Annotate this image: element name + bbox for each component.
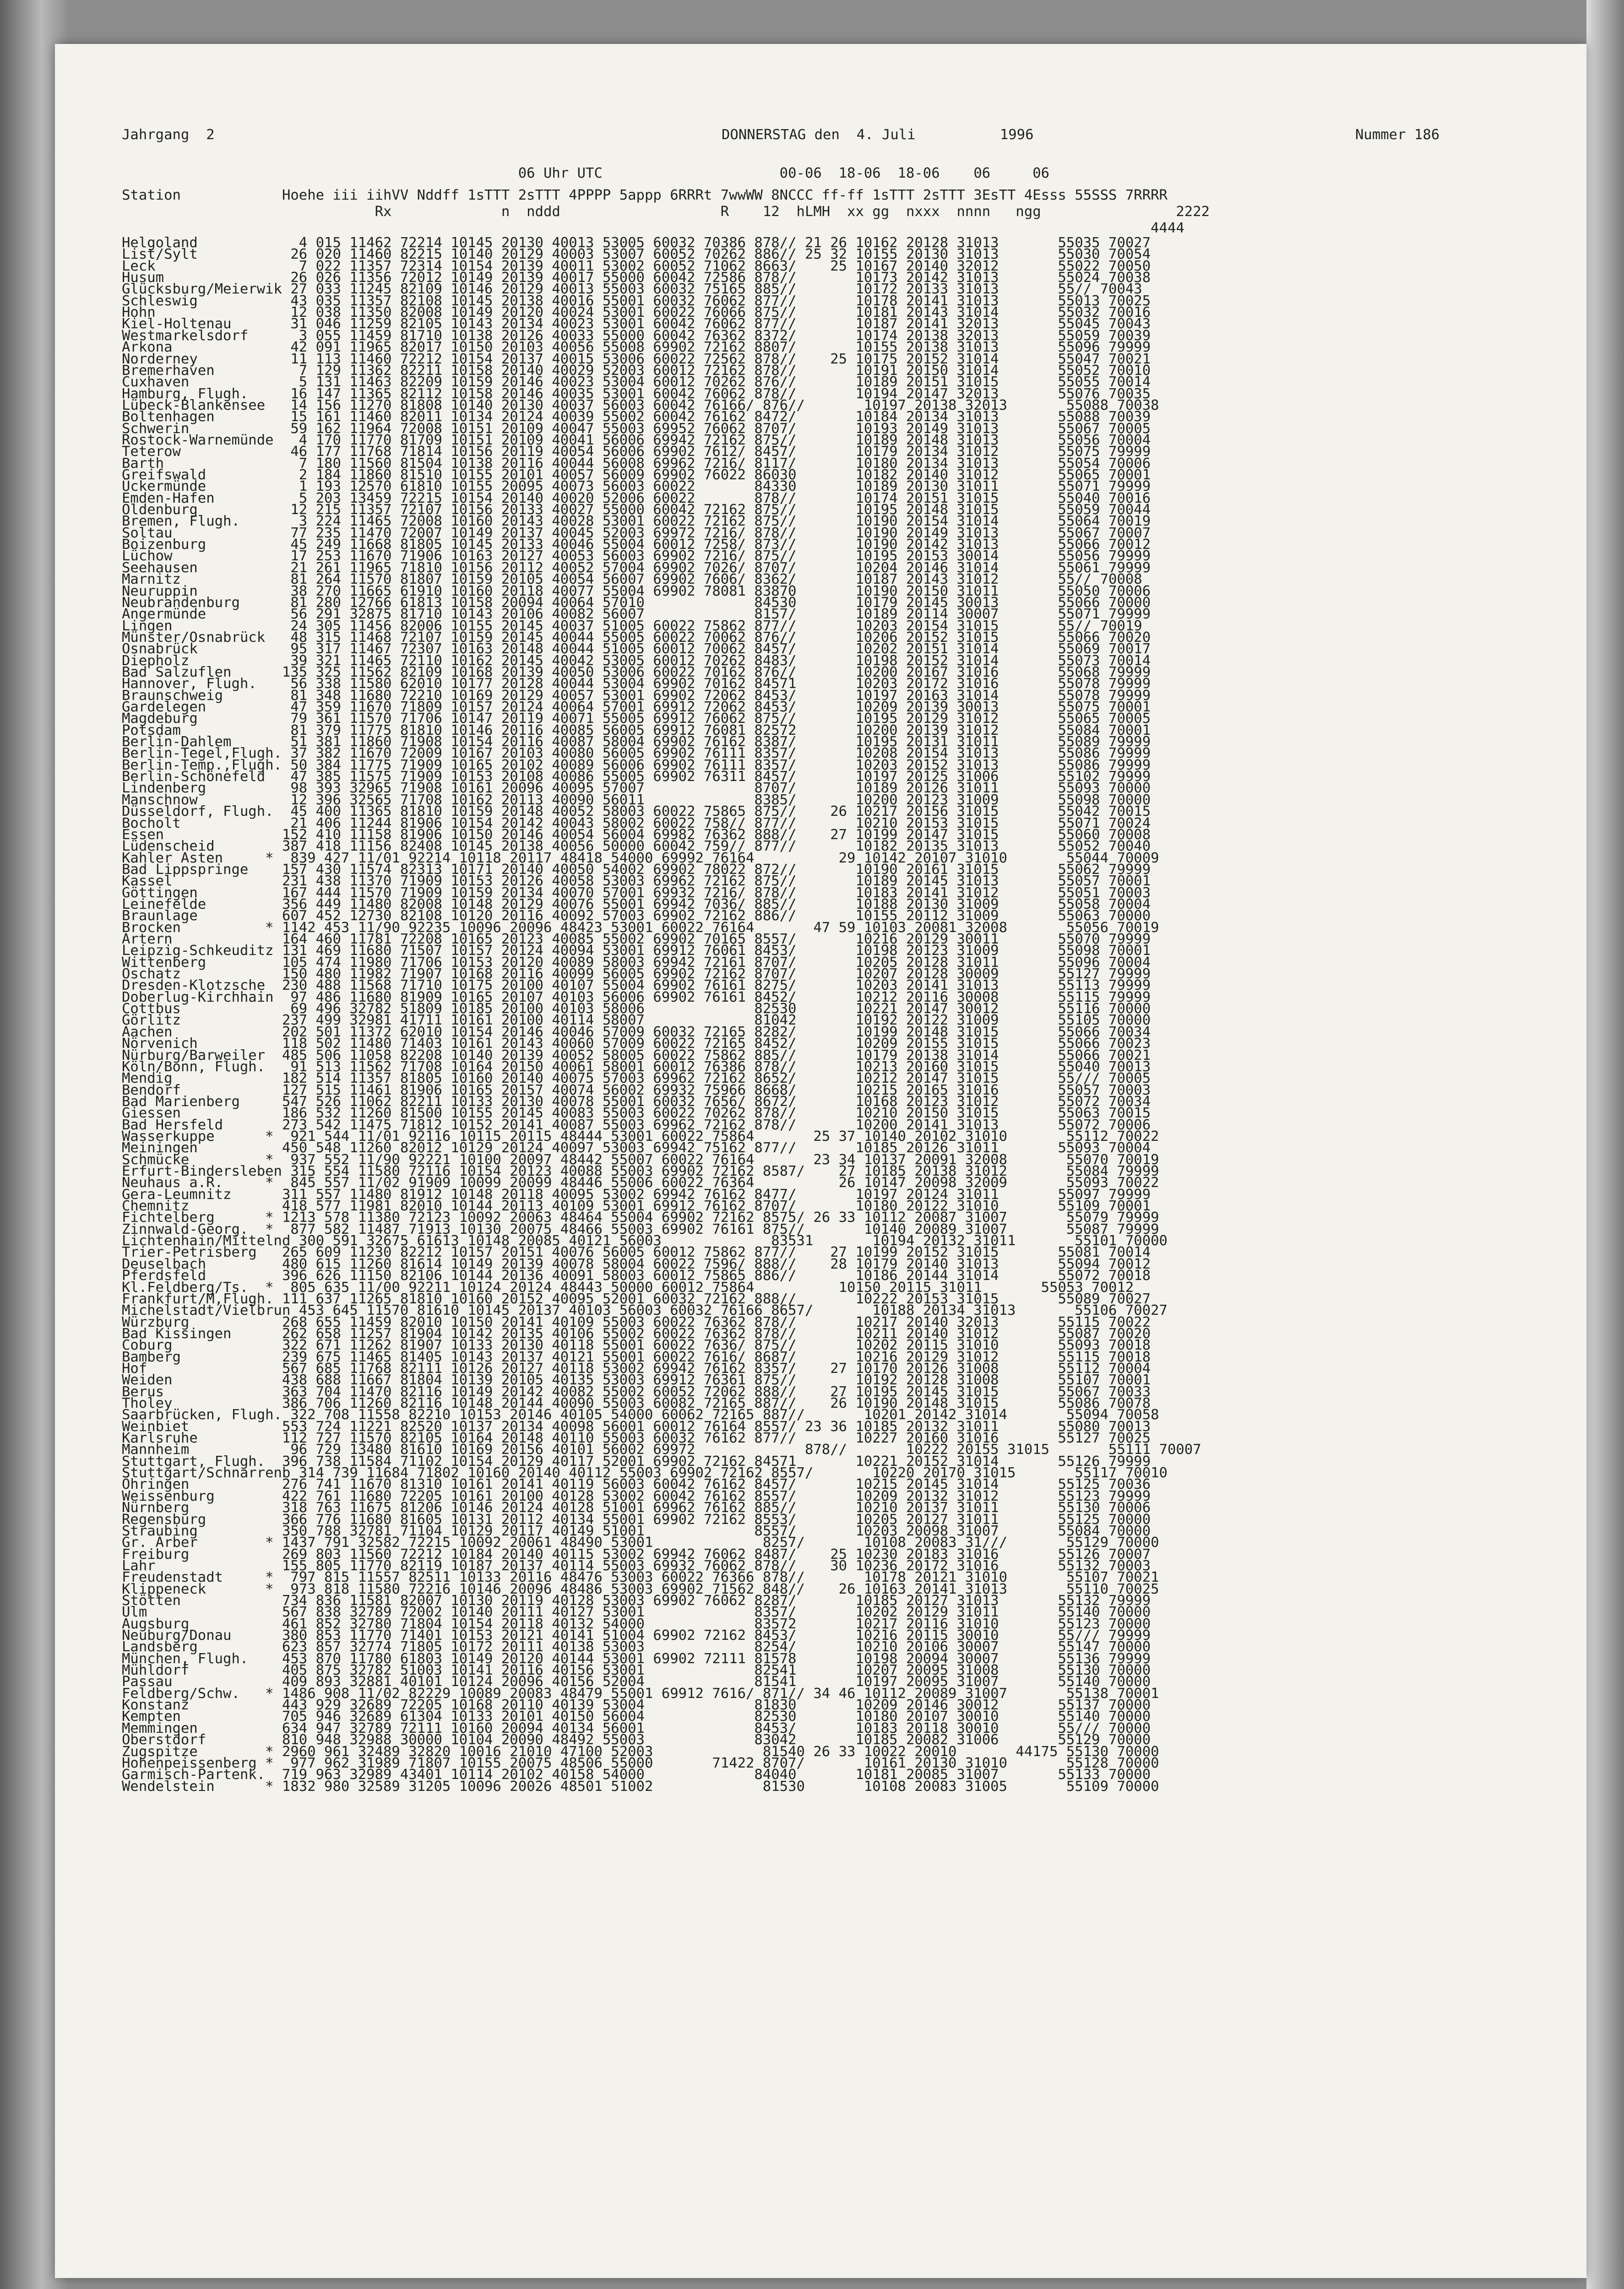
station-row: Brocken * 1142 453 11/90 92235 10096 20096 48423 53001 60022 76164 47 59 10103 20081 32008 55056 70019 (122, 919, 1159, 936)
station-row: Hamburg, Flugh. 16 147 11365 82112 10158 20146 40035 53001 60042 76062 878// 10194 20147 32013 55076 70035 (122, 385, 1151, 402)
station-row: Lübeck-Blankensee 14 156 11270 81808 10140 20130 40037 56003 60042 76166/ 876// 10197 20138 32013 55088 70038 (122, 397, 1159, 413)
station-row: Husum 26 026 11356 72012 10149 20139 40017 55000 60042 72586 878// 10173 20142 31013 55024 70038 (122, 270, 1151, 286)
station-row: Berlin-Schönefeld 47 385 11575 71909 10153 20108 40086 55005 69902 76311 8457/ 10197 20125 31006 55102 79999 (122, 769, 1151, 785)
station-row: Lindenberg 98 393 32965 71908 10161 20096 40095 57007 8707/ 10189 20126 31011 55093 70000 (122, 780, 1151, 797)
station-row: Münster/Osnabrück 48 315 11468 72107 10159 20145 40044 55005 60022 70062 876// 10206 20152 31015 55066 70020 (122, 629, 1151, 645)
column-header-line-2: Station Hoehe iii iihVV Nddff 1sTTT 2sTTT 4PPPP 5appp 6RRRt 7wwWW 8NCCC ff-ff 1sTTT 2sTTT 3EsTT 4Esss 55SSS 7RRRR (122, 187, 1168, 203)
station-row: Bremerhaven 7 129 11362 82211 10158 20140 40029 52003 60012 72162 878// 10191 20150 31014 55052 70010 (122, 362, 1151, 379)
station-row: Tholey 386 706 11260 82116 10148 20144 40090 55003 60082 72165 887// 26 10190 20148 31015 55086 70078 (122, 1395, 1151, 1411)
station-row: Manschnow 12 396 32565 71708 10162 20113 40090 56011 8385/ 10200 20123 31009 55098 70000 (122, 792, 1151, 808)
station-row: Weinbiet 553 724 11221 82520 10137 20134 40098 56001 60012 76164 8557/ 23 36 10185 20132 31011 55080 70013 (122, 1418, 1151, 1435)
station-row: Bad Kissingen 262 658 11257 81904 10142 20135 40106 55002 60022 76362 878// 10211 20140 31012 55087 70020 (122, 1325, 1151, 1342)
station-row: Weiden 438 688 11667 81804 10139 20105 40135 53003 69912 76361 875// 10192 20128 31008 55107 70001 (122, 1372, 1151, 1389)
station-row: Helgoland 4 015 11462 72214 10145 20130 40013 53005 60032 70386 878// 21 26 10162 20128 31013 55035 70027 (122, 235, 1151, 251)
station-row: Oschatz 150 480 11982 71907 10168 20116 40099 56005 69902 72162 8707/ 10207 20128 30009 55127 79999 (122, 966, 1151, 982)
station-row: Ückermünde 1 193 12570 61810 10155 20095 40073 56003 60022 84330 10189 20130 31011 55071 79999 (122, 478, 1151, 495)
station-row: Wendelstein * 1832 980 32589 31205 10096 20026 48501 51002 81530 10108 20083 31005 55109 70000 (122, 1778, 1159, 1795)
station-row: Neubrandenburg 81 280 12766 61813 10158 20094 40064 57010 84530 10179 20145 30013 55066 70000 (122, 594, 1151, 611)
header-nummer: Nummer 186 (1355, 127, 1440, 143)
station-row: Bocholt 21 406 11244 81906 10154 20142 40043 58002 60022 758// 877// 10210 20153 31015 55071 70024 (122, 815, 1151, 831)
station-row: Barth 7 180 11560 81504 10138 20116 40044 56008 69962 7216/ 8117/ 10180 20134 31013 55054 70006 (122, 455, 1151, 472)
station-row: Kl.Feldberg/Ts. * 805 635 11/00 92211 10124 20124 48443 50000 60012 75864 10150 20115 31011 55053 70012 (122, 1279, 1134, 1296)
column-header-line-1: 06 Uhr UTC 00-06 18-06 18-06 06 06 (122, 165, 1050, 181)
station-row: Emden-Hafen 5 203 13459 72215 10154 20140 40020 52006 60022 878// 10174 20151 31015 55040 70016 (122, 490, 1151, 506)
station-row: Würzburg 268 655 11459 82010 10150 20141 40109 55003 60022 76362 878// 10217 20140 32013 55115 70022 (122, 1314, 1151, 1330)
station-row: Braunschweig 81 348 11680 72210 10169 20129 40057 53001 69902 72062 8453/ 10197 20163 31014 55078 79999 (122, 687, 1151, 704)
station-row: Köln/Bonn, Flugh. 91 513 11562 71708 10164 20150 40061 58001 60012 76386 878// 10213 20160 31015 55040 70013 (122, 1058, 1151, 1075)
station-row: Ulm 567 838 32789 72002 10140 20111 40127 53001 8357/ 10202 20129 31011 55140 70000 (122, 1604, 1151, 1621)
station-row: Karlsruhe 112 727 11570 82105 10164 20148 40110 55003 60032 76162 877// 10227 20160 31016 55127 70025 (122, 1430, 1151, 1447)
station-row: Bad Salzuflen 135 325 11562 82109 10168 20139 40050 53006 60022 70162 876// 10200 20167 31016 55068 79999 (122, 664, 1151, 680)
station-row: Bad Lippspringe 157 430 11574 82313 10171 20140 40050 54002 69902 78022 872// 10190 20161 31015 55062 79999 (122, 861, 1151, 878)
station-row: Seehausen 21 261 11965 71810 10156 20112 40052 57004 69902 7026/ 8707/ 10204 20146 31014 55061 79999 (122, 559, 1151, 576)
column-header-line-3: Rx n nddd R 12 hLMH xx gg nxxx nnnn ngg 2222 (122, 204, 1210, 220)
station-row: Leinefelde 356 449 11480 82008 10148 20129 40076 55001 69942 7036/ 885// 10188 20130 31009 55058 70004 (122, 896, 1151, 912)
station-row: Braunlage 607 452 12730 82108 10120 20116 40092 57003 69902 72162 886// 10155 20112 31009 55063 70000 (122, 908, 1151, 924)
station-row: Garmisch-Partenk. 719 963 32989 43401 10114 20102 40158 54000 84040 10181 20085 31007 55133 70000 (122, 1767, 1151, 1783)
station-row: Westmarkelsdorf 3 055 11459 81710 10138 20126 40033 55000 60042 76362 8372/ 10174 20138 32013 55059 70039 (122, 327, 1151, 344)
station-row: Stuttgart, Flugh. 396 738 11584 71102 10154 20129 40117 52001 69902 72162 84571 10221 20152 31014 55126 79999 (122, 1453, 1151, 1470)
station-row: Potsdam 81 379 11775 81810 10146 20116 40085 56005 69912 76081 82572 10200 20139 31012 55084 70001 (122, 722, 1151, 738)
column-header-line-4: 4444 (122, 220, 1184, 236)
station-row: Gardelegen 47 359 11670 71809 10157 20124 40064 57001 69912 72062 8453/ 10209 20139 30013 55075 70001 (122, 699, 1151, 715)
station-row: Regensburg 366 776 11680 81605 10131 20112 40134 55001 69902 72162 8553/ 10205 20127 31011 55125 70000 (122, 1511, 1151, 1528)
station-row: List/Sylt 26 020 11460 82215 10140 20129 40003 53007 60052 70262 886// 25 32 10155 20130 31013 55030 70054 (122, 246, 1151, 263)
station-row: Wittenberg 105 474 11980 71706 10153 20120 40089 58003 69942 72161 8707/ 10205 20128 31011 55096 70004 (122, 954, 1151, 971)
station-row: Hannover, Flugh. 56 338 11580 62010 10177 20128 40044 53004 69902 70162 84571 10203 20172 31016 55078 79999 (122, 676, 1151, 692)
station-row: Magdeburg 79 361 11570 71706 10147 20119 40071 55005 69912 76062 875// 10195 20129 31012 55065 70005 (122, 711, 1151, 727)
station-row: Nörvenich 118 502 11480 71403 10161 20143 40060 57009 60022 72165 8452/ 10209 20155 31015 55066 70023 (122, 1036, 1151, 1052)
station-row: Hof 567 685 11768 82111 10126 20127 40118 53002 69942 76162 8357/ 27 10170 20126 31008 55112 70004 (122, 1360, 1151, 1377)
station-row: Lahr 155 805 11770 82119 10187 20137 40114 55003 69932 76062 878// 30 10236 20172 31016 55132 70003 (122, 1557, 1151, 1574)
station-row: Chemnitz 418 577 11981 82010 10144 20113 40109 53001 69912 76162 8707/ 10180 20122 31010 55109 70001 (122, 1198, 1151, 1215)
station-row: Freiburg 269 803 11560 72212 10184 20140 40115 53002 69942 76062 8487/ 25 10230 20183 31016 55126 70007 (122, 1546, 1151, 1562)
station-row: Kassel 231 438 11370 71909 10153 20126 40058 53003 69962 72162 875// 10189 20145 31013 55057 70001 (122, 873, 1151, 890)
station-row: Stuttgart/Schnarrenb 314 739 11684 71802 10160 20140 40112 55003 69902 72162 8557/ 10220 20170 31015 55117 70010 (122, 1465, 1168, 1481)
station-row: Aachen 202 501 11372 62010 10154 20146 40046 57009 60032 72165 8282/ 10199 20148 31015 55066 70034 (122, 1024, 1151, 1040)
station-row: Pferdsfeld 396 626 11150 82106 10144 20136 40091 58003 60012 75865 886// 10186 20144 31014 55072 70018 (122, 1268, 1151, 1284)
station-row: Freudenstadt * 797 815 11557 82511 10133 20116 48476 53003 60022 76366 878// 10178 20121 31010 55107 70021 (122, 1569, 1159, 1586)
station-row: Artern 164 460 11781 72208 10165 20123 40085 55002 69902 70165 8557/ 10216 20129 30011 55070 79999 (122, 931, 1151, 947)
station-row: Kiel-Holtenau 31 046 11259 82105 10143 20134 40023 53001 60042 76062 877// 10187 20141 32013 55045 70043 (122, 316, 1151, 332)
station-row: Deuselbach 480 615 11260 81614 10149 20139 40078 58004 60022 7596/ 888// 28 10179 20140 31013 55094 70012 (122, 1256, 1151, 1272)
station-row: Stötten 734 836 11581 82007 10130 20119 40128 53003 69902 76062 8287/ 10185 20127 31013 55132 79999 (122, 1592, 1151, 1609)
station-row: Glücksburg/Meierwik 27 033 11245 82109 10146 20129 40013 55003 60032 75165 885// 10172 20133 31013 55// 70043 (122, 281, 1142, 298)
station-row: Schmücke * 937 552 11/90 92221 10100 20097 48442 55007 60022 76164 23 34 10137 20091 32008 55070 70019 (122, 1151, 1159, 1168)
station-row: Arkona 42 091 11965 82017 10150 20103 40056 55008 69902 72162 8807/ 10155 20138 31013 55096 79999 (122, 339, 1151, 356)
station-row: Straubing 350 788 32781 71104 10129 20117 40149 51001 8557/ 10203 20098 31007 55084 70000 (122, 1523, 1151, 1539)
station-row: Trier-Petrisberg 265 609 11230 82212 10157 20151 40076 56005 60012 75862 877// 27 10199 20152 31015 55081 70014 (122, 1244, 1151, 1261)
station-row: Saarbrücken, Flugh. 322 708 11558 82210 10153 20146 40105 54000 60062 72165 887// 10201 20142 31014 55094 70058 (122, 1407, 1159, 1423)
station-row: Cuxhaven 5 131 11463 82209 10159 20146 40023 53004 60012 70262 876// 10189 20151 31015 55055 70014 (122, 374, 1151, 391)
station-row: Zinnwald-Georg. * 877 582 11487 71913 10130 20075 48466 55003 69902 76161 875// 10140 20089 31007 55087 79999 (122, 1221, 1159, 1237)
station-row: Norderney 11 113 11460 72212 10154 20137 40015 53006 60022 72562 878// 25 10175 20152 31014 55047 70021 (122, 351, 1151, 367)
station-row: Mühldorf 405 875 32782 51003 10141 20116 40156 53001 82541 10207 20095 31008 55130 70000 (122, 1662, 1151, 1679)
station-row: Zugspitze * 2960 961 32489 32820 10016 21010 47100 52003 81540 26 33 10022 20010 44175 55130 70000 (122, 1743, 1159, 1760)
station-row: Bad Hersfeld 273 542 11475 71812 10152 20141 40087 55003 69962 72162 878// 10200 20141 31013 55072 70006 (122, 1117, 1151, 1133)
station-row: Leipzig-Schkeuditz 131 469 11680 71507 10157 20124 40094 53001 69912 76061 8453/ 10198 20123 31009 55098 70001 (122, 943, 1151, 959)
station-row: Feldberg/Schw. * 1486 908 11/02 82229 10089 20083 48479 55001 69912 7616/ 871// 34 46 10112 20089 31007 55138 70001 (122, 1685, 1159, 1702)
station-row: Mannheim 96 729 13480 81610 10169 20156 40101 56002 69972 878// 10222 20155 31015 55111 70007 (122, 1442, 1201, 1458)
station-row: Schleswig 43 035 11357 82108 10145 20138 40016 55001 60032 76062 877// 10178 20141 31013 55013 70025 (122, 293, 1151, 309)
station-row: Berlin-Dahlem 51 381 11860 71908 10154 20116 40087 58004 69902 76162 8387/ 10195 20131 31011 55089 79999 (122, 734, 1151, 750)
station-row: Erfurt-Bindersleben 315 554 11580 72116 10154 20123 40088 55003 69902 72162 8587/ 27 10185 20138 31012 55084 79999 (122, 1163, 1159, 1179)
station-row: Leck 7 022 11357 72314 10154 20139 40011 53002 60052 71062 8663/ 25 10167 20140 32012 55022 70050 (122, 258, 1151, 274)
station-row: Lichtenhain/Mittelnd 300 591 32675 61613 10148 20085 40121 56003 83531 10194 20132 31011 55101 70000 (122, 1233, 1168, 1249)
station-row: Gr. Arber * 1437 791 32582 72215 10092 20061 48490 53001 8257/ 10108 20083 31/// 55129 70000 (122, 1535, 1159, 1551)
station-row: Landsberg 623 857 32774 71805 10172 20111 40138 53003 8254/ 10210 20106 30007 55147 70000 (122, 1639, 1151, 1655)
station-row: Lüdenscheid 387 418 11156 82408 10145 20138 40056 50000 60042 759// 877// 10182 20135 31013 55052 70040 (122, 838, 1151, 855)
station-row: Essen 152 410 11158 81906 10150 20146 40054 56004 69982 76362 888// 27 10199 20147 31015 55060 70008 (122, 826, 1151, 843)
station-row: Neuburg/Donau 380 853 11770 71401 10153 20121 40141 51004 69902 72162 8453/ 10216 20115 30010 55/// 79999 (122, 1627, 1151, 1644)
station-row: Nürnberg 318 763 11675 81206 10146 20124 40128 51001 69962 76162 885// 10210 20137 31011 55130 70006 (122, 1500, 1151, 1516)
station-row: Teterow 46 177 11768 71814 10156 20119 40054 56006 69902 7612/ 8457/ 10179 20134 31012 55075 79999 (122, 444, 1151, 460)
station-row: Hohenpeissenberg * 977 962 31989 71807 10155 20075 48506 55000 71422 8707/ 10161 20130 31010 55128 70000 (122, 1755, 1159, 1771)
station-row: Cottbus 69 496 32782 51809 10185 20100 40103 58006 82530 10221 20147 30012 55116 70000 (122, 1001, 1151, 1017)
station-row: Berlin-Tegel,Flugh. 37 382 11670 72009 10167 20103 40080 56005 69902 76111 8357/ 10208 20154 31013 55086 79999 (122, 745, 1151, 762)
station-row: Rostock-Warnemünde 4 170 11770 81709 10151 20109 40041 56006 69942 72162 875// 10189 20148 31013 55056 70004 (122, 432, 1151, 448)
station-row: Coburg 322 671 11262 81907 10133 20130 40118 55001 60022 7636/ 875// 10202 20115 31010 55093 70018 (122, 1337, 1151, 1354)
station-row: Kahler Asten * 839 427 11/01 92214 10118 20117 48418 54000 69992 76164 29 10142 20107 31010 55044 70009 (122, 850, 1159, 866)
header-jahrgang: Jahrgang 2 (122, 127, 215, 143)
station-row: Görlitz 237 499 32981 41711 10161 20100 40114 58007 81042 10192 20122 31009 55105 70000 (122, 1012, 1151, 1029)
station-row: Berus 363 704 11470 82116 10149 20142 40082 55002 60052 72062 888// 27 10195 20145 31015 55067 70033 (122, 1383, 1151, 1400)
station-row: Gera-Leumnitz 311 557 11480 81912 10148 20118 40095 53002 69942 76162 8477/ 10197 20124 31011 55097 79999 (122, 1186, 1151, 1203)
station-row: Dresden-Klotzsche 230 488 11568 71710 10175 20100 40107 55004 69902 76161 8275/ 10203 20141 31013 55113 79999 (122, 977, 1151, 994)
station-row: Lingen 24 305 11456 82006 10155 20145 40037 51005 60022 75862 877// 10203 20154 31015 55// 70019 (122, 618, 1142, 634)
station-row: Osnabrück 95 317 11467 72307 10163 20148 40044 51005 60012 70062 8457/ 10202 20151 31014 55069 70017 (122, 641, 1151, 657)
bulletin-page (55, 44, 1586, 2278)
station-row: München, Flugh. 453 870 11780 61803 10149 20120 40144 53001 69902 72111 81578 10198 20094 30007 55136 79999 (122, 1650, 1151, 1667)
station-row: Wasserkuppe * 921 544 11/01 92116 10115 20115 48444 53001 60022 75864 25 37 10140 20102 31010 55112 70022 (122, 1128, 1159, 1144)
station-row: Frankfurt/M,Flugh. 111 637 11265 81810 10160 20152 40095 52001 60032 72162 888// 10222 20153 31015 55089 70027 (122, 1291, 1151, 1307)
station-row: Marnitz 81 264 11570 81807 10159 20105 40054 56007 69902 7606/ 8362/ 10187 20143 31012 55// 70008 (122, 571, 1142, 588)
station-row: Soltau 77 235 11470 72007 10149 20137 40045 52003 69972 7216/ 878// 10190 20149 31013 55067 70007 (122, 525, 1151, 541)
station-row: Greifswald 2 184 11860 81510 10155 20101 40057 56009 69902 76022 86030 10182 20140 31012 55065 70001 (122, 467, 1151, 483)
station-row: Düsseldorf, Flugh. 45 400 11365 81810 10159 20148 40052 58003 60022 75865 875// 26 10217 20156 31015 55042 70015 (122, 803, 1151, 820)
page-edge-shadow (1586, 0, 1624, 2289)
station-row: Berlin-Temp.,Flugh. 50 384 11775 71909 10165 20102 40089 56006 69902 76111 8357/ 10203 20152 31013 55086 79999 (122, 757, 1151, 773)
station-row: Neuruppin 38 270 11665 61910 10160 20118 40077 55004 69902 78081 83870 10190 20150 31011 55050 70006 (122, 583, 1151, 599)
station-row: Neuhaus a.R. * 845 557 11/02 91909 10099 20099 48446 55006 60022 76364 26 10147 20098 32009 55093 70022 (122, 1175, 1159, 1191)
station-row: Doberlug-Kirchhain 97 486 11680 81909 10165 20107 40103 56006 69902 76161 8452/ 10212 20116 30008 55115 79999 (122, 989, 1151, 1005)
header-date: DONNERSTAG den 4. Juli 1996 (722, 127, 1034, 143)
station-row: Passau 409 893 32881 40101 10124 20096 40156 52004 81541 10197 20095 31007 55140 70000 (122, 1674, 1151, 1690)
station-row: Angermünde 56 291 32875 81710 10143 20106 40082 56007 8157/ 10189 20114 30007 55071 79999 (122, 606, 1151, 623)
station-row: Oldenburg 12 215 11357 72107 10156 20133 40027 55000 60042 72162 875// 10195 20148 31015 55059 70044 (122, 502, 1151, 518)
station-row: Giessen 186 532 11260 81500 10155 20145 40083 55003 60022 70262 878// 10210 20150 31015 55063 70015 (122, 1105, 1151, 1122)
station-row: Klippeneck * 973 818 11580 72216 10146 20096 48486 53003 69902 71562 848// 26 10163 20141 31013 55110 70025 (122, 1581, 1159, 1597)
station-row: Schwerin 59 162 11964 72008 10151 20109 40047 55003 69952 76062 8707/ 10193 20149 31013 55067 70005 (122, 420, 1151, 437)
station-row: Bendorf 127 515 11461 81906 10165 20157 40074 56002 69932 75966 8668/ 10215 20165 31016 55057 70003 (122, 1082, 1151, 1098)
station-row: Diepholz 39 321 11465 72110 10162 20145 40042 53005 60012 70262 8483/ 10198 20152 31014 55073 70014 (122, 652, 1151, 669)
station-row: Göttingen 167 444 11570 71909 10159 20134 40070 57001 69932 7216/ 878// 10183 20141 31012 55051 70003 (122, 884, 1151, 901)
station-row: Boizenburg 45 249 11668 81805 10145 20133 40046 55004 60012 7258/ 873// 10190 20142 31013 55066 70012 (122, 537, 1151, 553)
station-row: Memmingen 634 947 32789 72111 10160 20094 40134 56001 8453/ 10183 20118 30010 55/// 70000 (122, 1720, 1151, 1736)
station-row: Boltenhagen 15 161 11460 82011 10134 20124 40039 55002 60042 76162 8472/ 10184 20134 31013 55088 70039 (122, 409, 1151, 425)
station-row: Konstanz 443 929 32689 72205 10168 20110 40139 53004 81830 10209 20146 30012 55137 70000 (122, 1697, 1151, 1714)
station-row: Bamberg 239 675 11465 81405 10143 20137 40121 55001 60022 7616/ 8687/ 10216 20129 31012 55115 70018 (122, 1349, 1151, 1365)
station-row: Augsburg 461 852 32780 71804 10154 20118 40132 54000 83572 10217 20116 31010 55123 70000 (122, 1616, 1151, 1632)
station-row: Lüchow 17 253 11670 71906 10163 20127 40053 56003 69902 7216/ 875// 10195 20153 30014 55056 79999 (122, 548, 1151, 564)
station-row: Mendig 182 514 11357 81805 10160 20140 40075 57003 69962 72162 8652/ 10212 20147 31015 55/// 70005 (122, 1070, 1151, 1087)
station-row: Michelstadt/Vielbrun 453 645 11570 81610 10145 20137 40103 56003 60032 76166 8657/ 10188 20134 31013 55106 70027 (122, 1302, 1168, 1319)
station-row: Nürburg/Barweiler 485 506 11058 82208 10140 20139 40052 58005 60022 75862 885// 10179 20138 31014 55066 70021 (122, 1047, 1151, 1063)
station-row: Öhringen 276 741 11670 81310 10161 20141 40119 56003 60042 76162 8457/ 10215 20145 31014 55125 70036 (122, 1476, 1151, 1493)
station-row: Oberstdorf 810 948 32988 30000 10104 20090 48492 55003 83042 10185 20082 31006 55129 70000 (122, 1732, 1151, 1748)
station-row: Weissenburg 422 761 11680 72205 10161 20100 40128 53002 60042 76162 8557/ 10209 20132 31012 55123 79999 (122, 1488, 1151, 1504)
station-row: Bad Marienberg 547 526 11062 82211 10133 20130 40078 55001 60032 7656/ 8672/ 10168 20123 31012 55072 70034 (122, 1093, 1151, 1110)
station-row: Hohn 12 038 11350 82008 10149 20120 40024 53001 60022 76066 875// 10181 20143 31014 55032 70016 (122, 304, 1151, 321)
station-row: Kempten 705 946 32689 61304 10133 20101 40150 56004 82530 10180 20107 30010 55140 70000 (122, 1709, 1151, 1725)
station-row: Meiningen 450 548 11260 82012 10129 20124 40097 53003 69942 75162 877// 10185 20126 31011 55093 70004 (122, 1140, 1151, 1156)
station-row: Bremen, Flugh. 3 224 11465 72008 10160 20143 40028 53001 60022 72162 875// 10190 20154 31014 55064 70019 (122, 513, 1151, 530)
station-row: Fichtelberg * 1213 578 11380 72123 10092 20063 48464 55004 69902 72162 8575/ 26 33 10112 20087 31007 55079 79999 (122, 1210, 1159, 1226)
